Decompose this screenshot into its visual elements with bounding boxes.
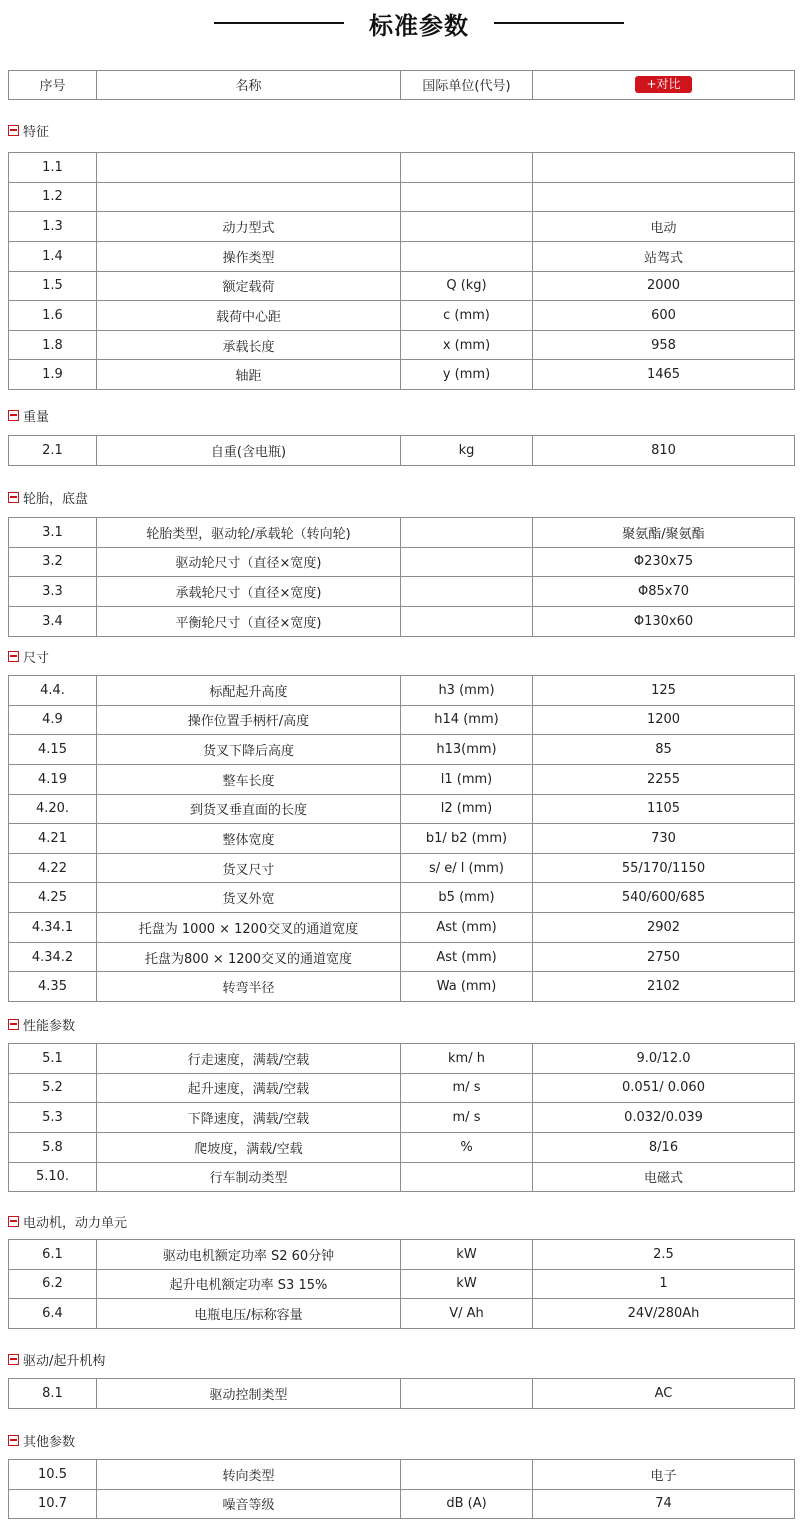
spec-unit: m/ s: [401, 1073, 533, 1103]
collapse-icon[interactable]: [8, 492, 19, 503]
section-title: 性能参数: [23, 1018, 76, 1034]
spec-unit: m/ s: [401, 1103, 533, 1133]
spec-value: 1105: [533, 794, 795, 824]
spec-value: Φ85x70: [533, 577, 795, 607]
spec-value: 2750: [533, 942, 795, 972]
spec-value: 聚氨酯/聚氨酯: [533, 518, 795, 548]
table-row: [9, 1460, 795, 1490]
spec-name: 到货叉垂直面的长度: [97, 794, 401, 824]
section-title: 驱动/起升机构: [23, 1353, 106, 1369]
spec-name: 驱动轮尺寸（直径×宽度): [97, 547, 401, 577]
title-divider-left: [214, 22, 344, 24]
spec-index: 4.34.1: [9, 913, 97, 943]
spec-value: 8/16: [533, 1132, 795, 1162]
table-row: [9, 1489, 795, 1519]
table-row: [9, 301, 795, 331]
section-title: 电动机，动力单元: [23, 1215, 128, 1231]
spec-index: 1.3: [9, 212, 97, 242]
table-row: [9, 547, 795, 577]
spec-name: 托盘为 1000 × 1200交叉的通道宽度: [97, 913, 401, 943]
spec-index: 4.25: [9, 883, 97, 913]
spec-table: [8, 675, 795, 1002]
spec-name: 行车制动类型: [97, 1162, 401, 1192]
spec-table: [8, 1459, 795, 1519]
header-name: 名称: [97, 71, 401, 100]
spec-index: 3.4: [9, 606, 97, 636]
spec-value: 电子: [533, 1460, 795, 1490]
spec-unit: dB (A): [401, 1489, 533, 1519]
spec-value: 958: [533, 330, 795, 360]
spec-name: 轴距: [97, 360, 401, 390]
section-header[interactable]: [8, 1349, 105, 1369]
title-divider-right: [494, 22, 624, 24]
section-title: 轮胎，底盘: [23, 491, 89, 507]
spec-name: 托盘为800 × 1200交叉的通道宽度: [97, 942, 401, 972]
spec-unit: [401, 547, 533, 577]
spec-name: 轮胎类型，驱动轮/承载轮（转向轮): [97, 518, 401, 548]
spec-index: 2.1: [9, 436, 97, 466]
spec-index: 1.4: [9, 241, 97, 271]
table-row: [9, 436, 795, 466]
table-row: [9, 360, 795, 390]
table-row: [9, 1269, 795, 1299]
spec-index: 4.15: [9, 735, 97, 765]
table-row: [9, 913, 795, 943]
spec-value: 2255: [533, 764, 795, 794]
spec-value: 1465: [533, 360, 795, 390]
spec-value: 74: [533, 1489, 795, 1519]
spec-name: 下降速度，满载/空载: [97, 1103, 401, 1133]
spec-index: 4.19: [9, 764, 97, 794]
spec-unit: y (mm): [401, 360, 533, 390]
header-table: [8, 70, 795, 100]
spec-name: 驱动电机额定功率 S2 60分钟: [97, 1240, 401, 1270]
spec-value: 站驾式: [533, 241, 795, 271]
collapse-icon[interactable]: [8, 125, 19, 136]
spec-table: [8, 1043, 795, 1192]
table-row: [9, 972, 795, 1002]
table-row: [9, 824, 795, 854]
spec-name: 行走速度，满载/空载: [97, 1044, 401, 1074]
spec-value: [533, 182, 795, 212]
spec-name: 动力型式: [97, 212, 401, 242]
spec-unit: [401, 212, 533, 242]
spec-index: 1.2: [9, 182, 97, 212]
section-header[interactable]: [8, 120, 49, 140]
table-row: [9, 577, 795, 607]
spec-value: 2102: [533, 972, 795, 1002]
compare-button[interactable]: +对比: [635, 76, 691, 93]
spec-name: 货叉尺寸: [97, 853, 401, 883]
table-row: [9, 676, 795, 706]
spec-name: 整体宽度: [97, 824, 401, 854]
spec-unit: kW: [401, 1269, 533, 1299]
spec-index: 5.1: [9, 1044, 97, 1074]
spec-unit: [401, 1460, 533, 1490]
section-header[interactable]: [8, 405, 49, 425]
table-row: [9, 764, 795, 794]
collapse-icon[interactable]: [8, 410, 19, 421]
spec-name: 驱动控制类型: [97, 1379, 401, 1409]
spec-value: Φ230x75: [533, 547, 795, 577]
header-compare-cell: [533, 71, 795, 100]
spec-unit: [401, 182, 533, 212]
table-row: [9, 153, 795, 183]
spec-unit: [401, 606, 533, 636]
spec-name: 货叉下降后高度: [97, 735, 401, 765]
spec-index: 8.1: [9, 1379, 97, 1409]
spec-value: 600: [533, 301, 795, 331]
spec-index: 1.6: [9, 301, 97, 331]
spec-value: AC: [533, 1379, 795, 1409]
spec-unit: h14 (mm): [401, 705, 533, 735]
spec-index: 1.8: [9, 330, 97, 360]
table-row: [9, 241, 795, 271]
section-header[interactable]: [8, 1430, 75, 1450]
table-row: [9, 606, 795, 636]
spec-unit: l2 (mm): [401, 794, 533, 824]
table-row: [9, 1132, 795, 1162]
spec-index: 4.4.: [9, 676, 97, 706]
spec-index: 4.34.2: [9, 942, 97, 972]
section-title: 其他参数: [23, 1434, 76, 1450]
table-row: [9, 271, 795, 301]
spec-table: [8, 152, 795, 390]
spec-index: 4.20.: [9, 794, 97, 824]
spec-index: 6.4: [9, 1299, 97, 1329]
spec-index: 6.1: [9, 1240, 97, 1270]
spec-name: [97, 153, 401, 183]
section-title: 尺寸: [23, 650, 50, 666]
table-row: [9, 942, 795, 972]
spec-index: 4.35: [9, 972, 97, 1002]
spec-unit: x (mm): [401, 330, 533, 360]
spec-value: Φ130x60: [533, 606, 795, 636]
section-header[interactable]: [8, 646, 49, 666]
section-header[interactable]: [8, 1211, 127, 1231]
spec-name: [97, 182, 401, 212]
spec-unit: [401, 1162, 533, 1192]
spec-name: 承载长度: [97, 330, 401, 360]
spec-unit: b1/ b2 (mm): [401, 824, 533, 854]
spec-index: 1.5: [9, 271, 97, 301]
spec-value: 810: [533, 436, 795, 466]
spec-unit: l1 (mm): [401, 764, 533, 794]
spec-unit: b5 (mm): [401, 883, 533, 913]
spec-value: 电磁式: [533, 1162, 795, 1192]
table-row: [9, 1162, 795, 1192]
spec-unit: s/ e/ l (mm): [401, 853, 533, 883]
section-header[interactable]: [8, 1014, 75, 1034]
spec-unit: Ast (mm): [401, 942, 533, 972]
spec-unit: km/ h: [401, 1044, 533, 1074]
spec-index: 1.9: [9, 360, 97, 390]
spec-unit: [401, 153, 533, 183]
header-unit: 国际单位(代号): [401, 71, 533, 100]
spec-table: [8, 1378, 795, 1409]
table-row: [9, 1044, 795, 1074]
collapse-icon[interactable]: [8, 1019, 19, 1030]
spec-value: 0.032/0.039: [533, 1103, 795, 1133]
spec-index: 6.2: [9, 1269, 97, 1299]
spec-name: 平衡轮尺寸（直径×宽度): [97, 606, 401, 636]
spec-value: 2.5: [533, 1240, 795, 1270]
collapse-icon[interactable]: [8, 1435, 19, 1446]
spec-value: 2902: [533, 913, 795, 943]
spec-table: [8, 517, 795, 637]
table-row: [9, 1379, 795, 1409]
table-row: [9, 853, 795, 883]
spec-name: 操作类型: [97, 241, 401, 271]
spec-index: 10.7: [9, 1489, 97, 1519]
section-title: 重量: [23, 409, 50, 425]
spec-name: 载荷中心距: [97, 301, 401, 331]
spec-value: 55/170/1150: [533, 853, 795, 883]
spec-name: 自重(含电瓶): [97, 436, 401, 466]
table-row: [9, 212, 795, 242]
spec-name: 爬坡度，满载/空载: [97, 1132, 401, 1162]
table-row: [9, 794, 795, 824]
spec-unit: c (mm): [401, 301, 533, 331]
spec-value: 1200: [533, 705, 795, 735]
spec-value: 电动: [533, 212, 795, 242]
section-header[interactable]: [8, 487, 88, 507]
spec-unit: kW: [401, 1240, 533, 1270]
spec-value: 730: [533, 824, 795, 854]
spec-value: 24V/280Ah: [533, 1299, 795, 1329]
spec-index: 5.8: [9, 1132, 97, 1162]
header-index: 序号: [9, 71, 97, 100]
table-row: [9, 518, 795, 548]
spec-name: 转向类型: [97, 1460, 401, 1490]
spec-value: 1: [533, 1269, 795, 1299]
table-row: [9, 705, 795, 735]
table-row: [9, 883, 795, 913]
spec-name: 承载轮尺寸（直径×宽度): [97, 577, 401, 607]
spec-index: 4.22: [9, 853, 97, 883]
spec-name: 转弯半径: [97, 972, 401, 1002]
spec-index: 10.5: [9, 1460, 97, 1490]
spec-name: 整车长度: [97, 764, 401, 794]
table-row: [9, 1240, 795, 1270]
spec-name: 操作位置手柄杆/高度: [97, 705, 401, 735]
spec-unit: [401, 518, 533, 548]
page-header: [0, 0, 800, 46]
spec-table: [8, 1239, 795, 1329]
spec-unit: [401, 241, 533, 271]
spec-name: 噪音等级: [97, 1489, 401, 1519]
table-row: [9, 1073, 795, 1103]
spec-value: 540/600/685: [533, 883, 795, 913]
spec-unit: Ast (mm): [401, 913, 533, 943]
spec-value: 0.051/ 0.060: [533, 1073, 795, 1103]
table-row: [9, 735, 795, 765]
spec-index: 5.2: [9, 1073, 97, 1103]
spec-name: 额定载荷: [97, 271, 401, 301]
spec-name: 起升电机额定功率 S3 15%: [97, 1269, 401, 1299]
spec-unit: Q (kg): [401, 271, 533, 301]
collapse-icon[interactable]: [8, 651, 19, 662]
spec-index: 3.3: [9, 577, 97, 607]
spec-name: 电瓶电压/标称容量: [97, 1299, 401, 1329]
spec-index: 1.1: [9, 153, 97, 183]
spec-unit: [401, 577, 533, 607]
spec-value: 9.0/12.0: [533, 1044, 795, 1074]
spec-unit: V/ Ah: [401, 1299, 533, 1329]
spec-value: 125: [533, 676, 795, 706]
spec-value: 2000: [533, 271, 795, 301]
spec-unit: [401, 1379, 533, 1409]
spec-name: 起升速度，满载/空载: [97, 1073, 401, 1103]
spec-index: 3.2: [9, 547, 97, 577]
spec-unit: h3 (mm): [401, 676, 533, 706]
spec-index: 4.21: [9, 824, 97, 854]
section-title: 特征: [23, 124, 50, 140]
header-row: [9, 71, 795, 100]
table-row: [9, 330, 795, 360]
spec-unit: Wa (mm): [401, 972, 533, 1002]
spec-index: 3.1: [9, 518, 97, 548]
table-row: [9, 182, 795, 212]
page-title: 标准参数: [369, 12, 469, 40]
spec-unit: %: [401, 1132, 533, 1162]
table-row: [9, 1299, 795, 1329]
collapse-icon[interactable]: [8, 1216, 19, 1227]
spec-index: 5.10.: [9, 1162, 97, 1192]
spec-name: 标配起升高度: [97, 676, 401, 706]
spec-table: [8, 435, 795, 466]
spec-unit: h13(mm): [401, 735, 533, 765]
spec-index: 5.3: [9, 1103, 97, 1133]
table-row: [9, 1103, 795, 1133]
collapse-icon[interactable]: [8, 1354, 19, 1365]
spec-value: 85: [533, 735, 795, 765]
spec-value: [533, 153, 795, 183]
spec-unit: kg: [401, 436, 533, 466]
spec-index: 4.9: [9, 705, 97, 735]
spec-name: 货叉外宽: [97, 883, 401, 913]
